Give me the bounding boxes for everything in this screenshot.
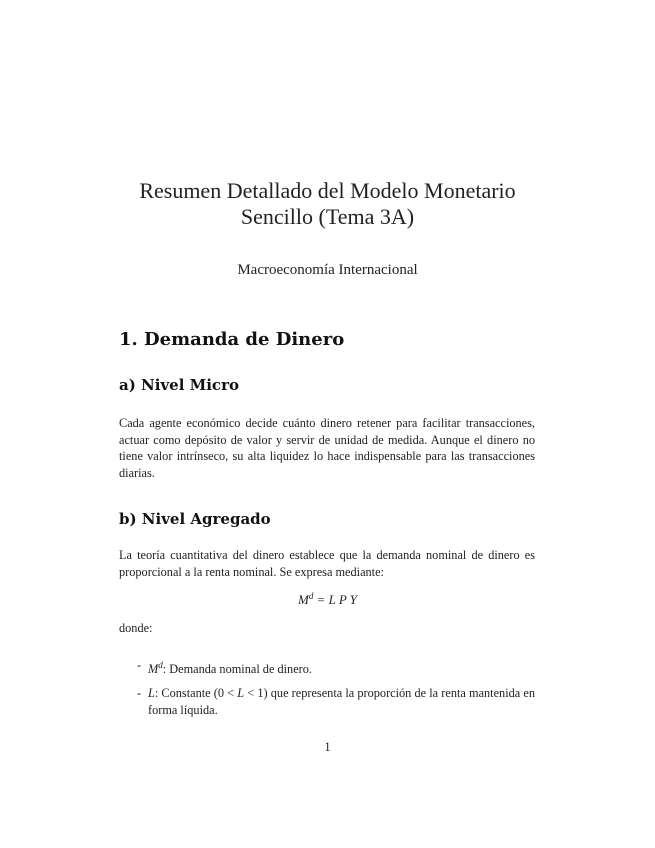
document-subtitle: Macroeconomía Internacional [237,262,418,278]
list-item-text-after: que representa la proporción de la renta mantenida en forma líquida. [148,686,535,717]
list-bullet-dash: - [137,686,142,700]
section-heading-demanda-de-dinero: 1. Demanda de Dinero [119,329,345,350]
list-item-constraint-close: < 1) [247,686,268,700]
paragraph-donde: donde: [119,621,153,635]
paragraph-nivel-agregado: La teoría cuantitativa del dinero establece que la demanda nominal de dinero es proporcional a la renta nominal. Se expresa mediante: [119,548,535,579]
list-item-constraint-open: (0 < [213,686,235,700]
equation-lhs-superscript: d [308,591,314,601]
money-demand-equation [0,591,655,608]
list-item-body [148,685,535,718]
equation-rhs: = L P Y [316,592,358,607]
list-item-symbol: M [148,662,159,676]
title-line-1: Resumen Detallado del Modelo Monetario [139,178,516,203]
paragraph-nivel-micro: Cada agente económico decide cuánto dinero retener para facilitar transacciones, actuar como depósito de valor y servir de unidad de medida. Aunque el dinero no tiene valor intrínseco, su alta liquidez lo hace indispensable para las transacciones diarias. [119,416,535,480]
list-item [137,685,535,718]
subsection-heading-nivel-micro: a) Nivel Micro [119,376,239,394]
list-item-constraint-var: L [237,686,245,700]
subsection-heading-nivel-agregado: b) Nivel Agregado [119,510,271,528]
page-number: 1 [324,740,331,754]
list-item-symbol: L [148,686,155,700]
title-line-2: Sencillo (Tema 3A) [240,204,415,229]
list-item-body [148,657,535,678]
list-item [137,657,535,678]
document-title [0,178,655,230]
list-item-symbol-superscript: d [158,660,163,670]
list-item-text: : Demanda nominal de dinero. [162,662,312,676]
list-item-text-before: : Constante [154,686,211,700]
equation-lhs: M [297,592,309,607]
list-bullet-dash: - [137,658,142,672]
